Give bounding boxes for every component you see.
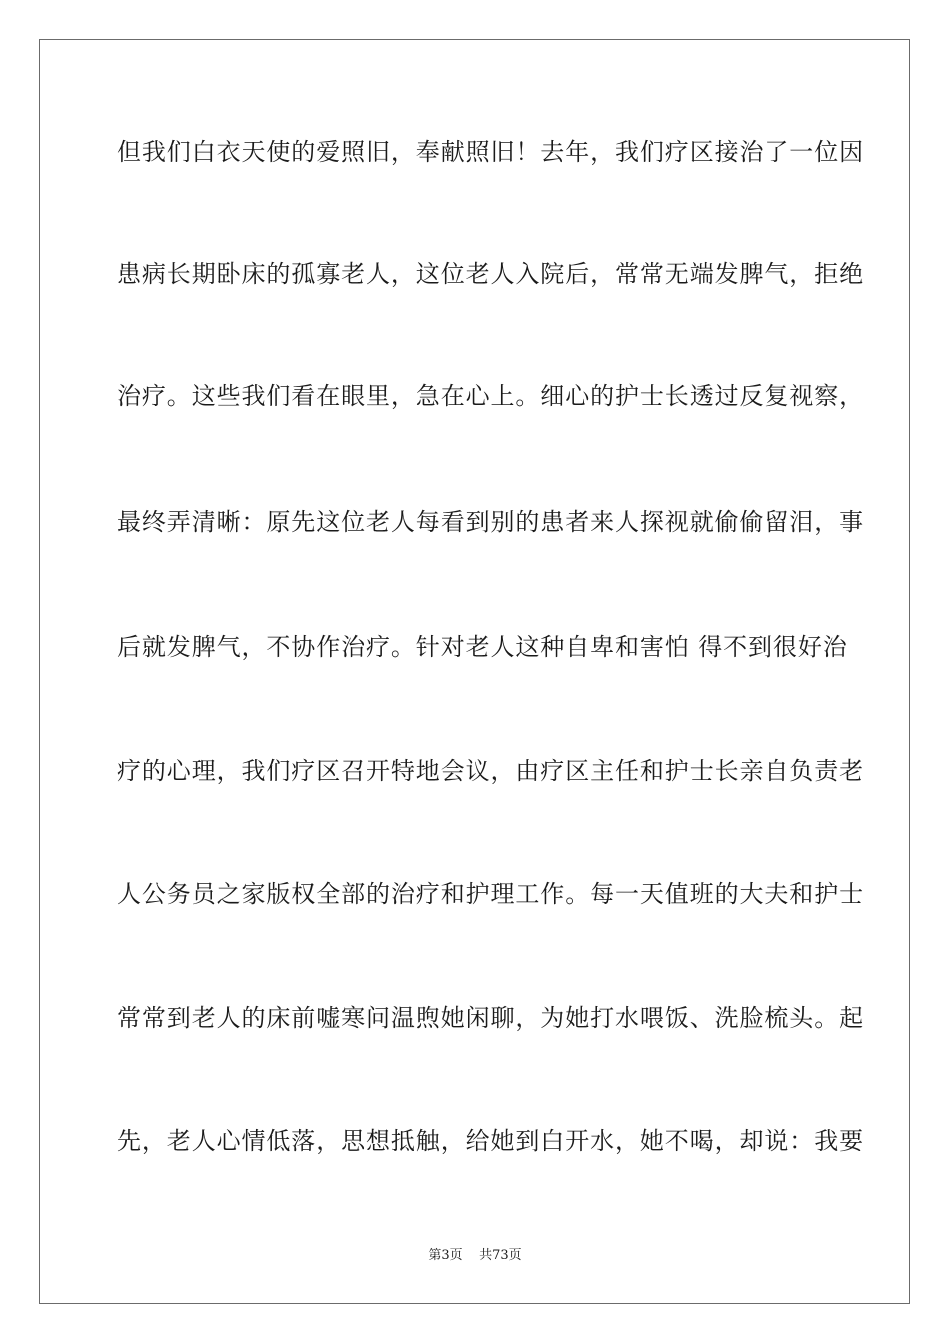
paragraph-line: 患病长期卧床的孤寡老人，这位老人入院后，常常无端发脾气，拒绝 <box>117 260 864 288</box>
paragraph-line: 人公务员之家版权全部的治疗和护理工作。每一天值班的大夫和护士 <box>117 880 864 908</box>
paragraph-line: 但我们白衣天使的爱照旧，奉献照旧！去年，我们疗区接治了一位因 <box>117 138 864 166</box>
paragraph-line: 疗的心理，我们疗区召开特地会议，由疗区主任和护士长亲自负责老 <box>117 757 864 785</box>
page-border <box>39 39 910 1304</box>
paragraph-line: 后就发脾气，不协作治疗。针对老人这种自卑和害怕 得不到很好治 <box>117 633 848 661</box>
paragraph-line: 常常到老人的床前嘘寒问温煦她闲聊，为她打水喂饭、洗脸梳头。起 <box>117 1004 864 1032</box>
page-number: 第3页 <box>428 1248 463 1263</box>
page-footer <box>0 1247 950 1265</box>
page-total: 共73页 <box>479 1248 522 1263</box>
paragraph-line: 先，老人心情低落，思想抵触，给她到白开水，她不喝，却说：我要 <box>117 1127 864 1155</box>
paragraph-line: 治疗。这些我们看在眼里，急在心上。细心的护士长透过反复视察， <box>117 382 864 410</box>
paragraph-line: 最终弄清晰：原先这位老人每看到别的患者来人探视就偷偷留泪，事 <box>117 508 864 536</box>
